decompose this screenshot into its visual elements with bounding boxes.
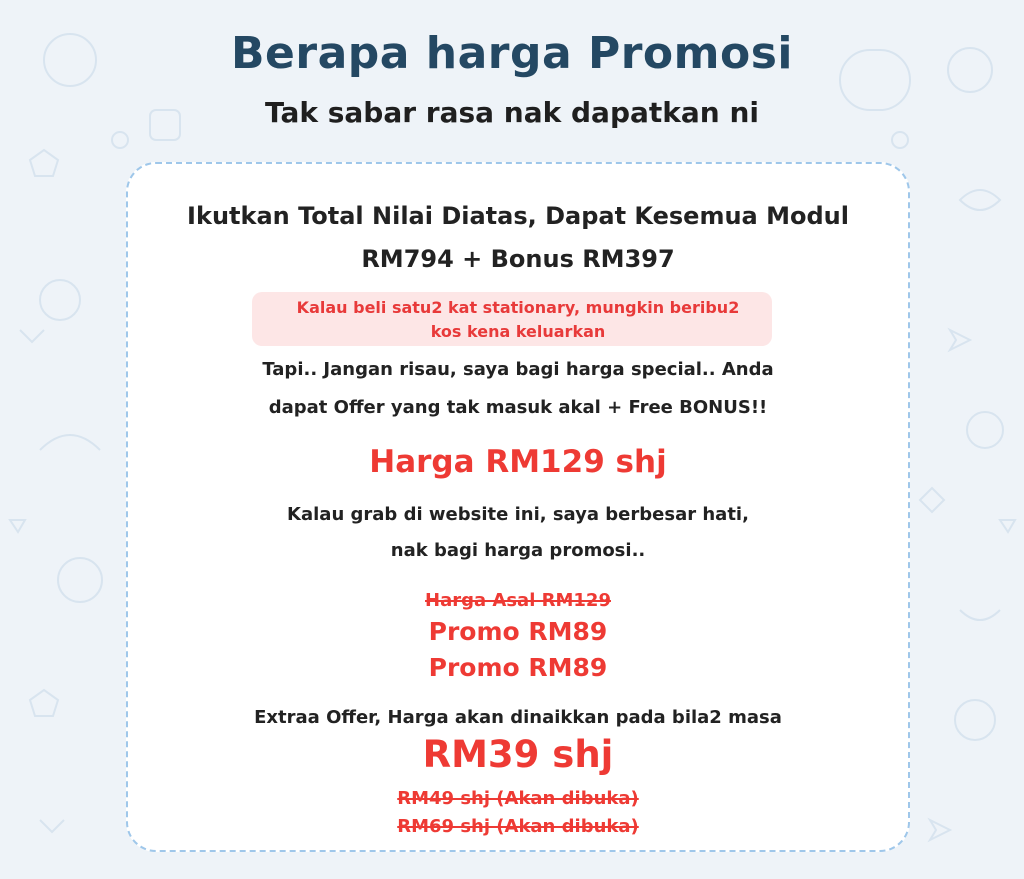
special-text-line-1: Tapi.. Jangan risau, saya bagi harga special.. Anda bbox=[262, 359, 774, 380]
page-title: Berapa harga Promosi bbox=[230, 28, 794, 79]
promo-price-1: Promo RM89 bbox=[428, 617, 608, 646]
extra-offer-text: Extraa Offer, Harga akan dinaikkan pada bila2 masa bbox=[254, 707, 782, 728]
headline-line-1: Ikutkan Total Nilai Diatas, Dapat Kesemua Modul bbox=[187, 202, 849, 230]
warning-line-1: Kalau beli satu2 kat stationary, mungkin beribu2 bbox=[296, 298, 740, 317]
future-price-2: RM69 shj (Akan dibuka) bbox=[397, 816, 639, 837]
special-text-line-2: dapat Offer yang tak masuk akal + Free BONUS!! bbox=[268, 397, 768, 418]
website-text-line-2: nak bagi harga promosi.. bbox=[390, 540, 646, 561]
promo-price-2: Promo RM89 bbox=[428, 653, 608, 682]
headline-line-2: RM794 + Bonus RM397 bbox=[361, 245, 675, 273]
original-price: Harga Asal RM129 bbox=[425, 590, 611, 611]
website-text-line-1: Kalau grab di website ini, saya berbesar hati, bbox=[287, 504, 749, 525]
main-price: Harga RM129 shj bbox=[369, 444, 667, 480]
page-subtitle: Tak sabar rasa nak dapatkan ni bbox=[264, 96, 759, 129]
final-price: RM39 shj bbox=[422, 733, 614, 776]
warning-line-2: kos kena keluarkan bbox=[430, 322, 606, 341]
future-price-1: RM49 shj (Akan dibuka) bbox=[397, 788, 639, 809]
pricing-card bbox=[126, 162, 910, 852]
